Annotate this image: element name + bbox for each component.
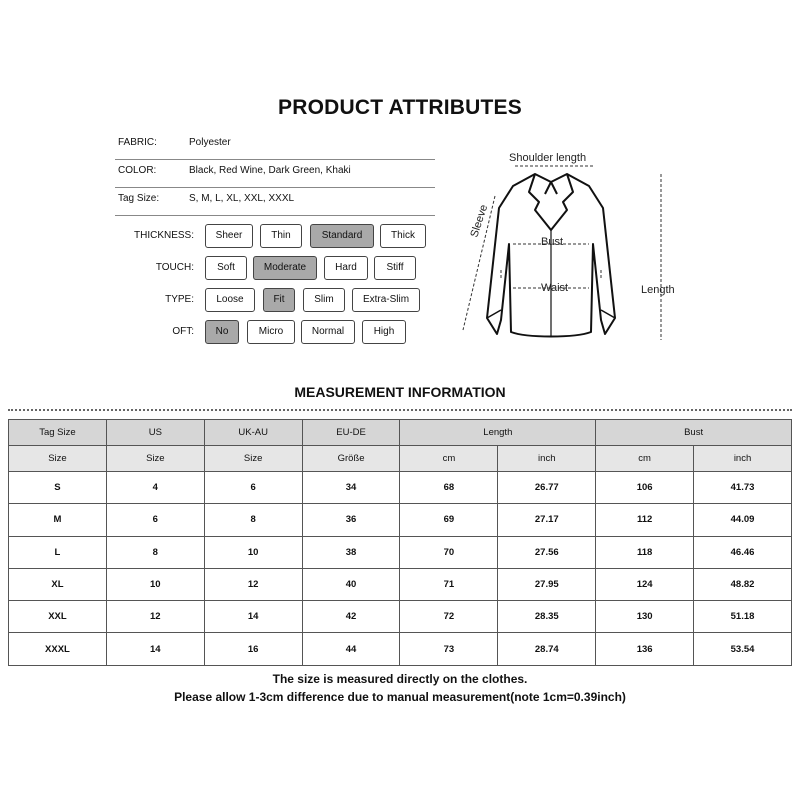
attr-label: FABRIC: (118, 137, 157, 148)
length-label: Length (641, 284, 675, 296)
table-subheader-row (9, 446, 792, 472)
header-cell: Size (204, 446, 302, 472)
table-header-row (9, 420, 792, 446)
header-cell: inch (498, 446, 596, 472)
attr-color (115, 160, 435, 188)
table-cell: 27.56 (498, 536, 596, 568)
header-cell: cm (400, 446, 498, 472)
touch-option[interactable]: Stiff (374, 256, 416, 280)
table-cell: 118 (596, 536, 694, 568)
table-cell: 71 (400, 568, 498, 600)
table-cell: 34 (302, 472, 400, 504)
attr-fabric (115, 132, 435, 160)
header-cell: EU-DE (302, 420, 400, 446)
touch-option-selected[interactable]: Moderate (253, 256, 317, 280)
garment-diagram (455, 148, 695, 348)
table-cell: 48.82 (694, 568, 792, 600)
table-cell: 42 (302, 601, 400, 633)
attr-value: S, M, L, XL, XXL, XXXL (189, 193, 295, 204)
type-label: TYPE: (165, 294, 194, 305)
attr-label: COLOR: (118, 165, 157, 176)
attr-tag-size (115, 188, 435, 216)
page-title: PRODUCT ATTRIBUTES (278, 96, 522, 119)
measurement-title: MEASUREMENT INFORMATION (294, 384, 506, 400)
type-option-selected[interactable]: Fit (263, 288, 295, 312)
measurement-table (8, 419, 792, 666)
thickness-option-selected[interactable]: Standard (310, 224, 374, 248)
table-cell: XL (9, 568, 107, 600)
table-cell: 28.74 (498, 633, 596, 665)
touch-option[interactable]: Hard (324, 256, 368, 280)
oft-label: OFT: (172, 326, 194, 337)
attr-value: Black, Red Wine, Dark Green, Khaki (189, 165, 351, 176)
table-cell: 16 (204, 633, 302, 665)
oft-option[interactable]: High (362, 320, 406, 344)
shoulder-length-label: Shoulder length (509, 152, 587, 164)
table-cell: 130 (596, 601, 694, 633)
attr-value: Polyester (189, 137, 231, 148)
note-line-1: The size is measured directly on the clothes. (272, 672, 528, 686)
table-cell: 8 (204, 504, 302, 536)
table-cell: 8 (106, 536, 204, 568)
header-cell: Size (9, 446, 107, 472)
table-cell: 44 (302, 633, 400, 665)
table-cell: 69 (400, 504, 498, 536)
table-cell: 12 (106, 601, 204, 633)
table-cell: 6 (106, 504, 204, 536)
header-cell: cm (596, 446, 694, 472)
table-cell: 4 (106, 472, 204, 504)
type-option[interactable]: Extra-Slim (352, 288, 420, 312)
table-cell: XXXL (9, 633, 107, 665)
table-cell: 10 (106, 568, 204, 600)
dotted-divider (8, 409, 792, 411)
table-cell: 44.09 (694, 504, 792, 536)
table-cell: 14 (106, 633, 204, 665)
table-cell: 28.35 (498, 601, 596, 633)
table-cell: 40 (302, 568, 400, 600)
table-cell: M (9, 504, 107, 536)
table-cell: 106 (596, 472, 694, 504)
thickness-option[interactable]: Sheer (205, 224, 253, 248)
header-cell: Größe (302, 446, 400, 472)
thickness-option[interactable]: Thin (260, 224, 302, 248)
bust-label: Bust (541, 236, 564, 248)
table-cell: 70 (400, 536, 498, 568)
table-cell: 14 (204, 601, 302, 633)
touch-label: TOUCH: (155, 262, 194, 273)
sleeve-label: Sleeve (468, 203, 491, 239)
table-cell: 53.54 (694, 633, 792, 665)
table-cell: 27.95 (498, 568, 596, 600)
type-option[interactable]: Loose (205, 288, 255, 312)
waist-label: Waist (541, 282, 569, 294)
header-cell: Length (400, 420, 596, 446)
table-cell: 73 (400, 633, 498, 665)
table-cell: 12 (204, 568, 302, 600)
table-cell: 51.18 (694, 601, 792, 633)
thickness-option[interactable]: Thick (380, 224, 426, 248)
table-row (9, 568, 792, 600)
oft-option-selected[interactable]: No (205, 320, 239, 344)
table-cell: 38 (302, 536, 400, 568)
touch-option[interactable]: Soft (205, 256, 247, 280)
header-cell: inch (694, 446, 792, 472)
table-cell: 36 (302, 504, 400, 536)
table-row (9, 601, 792, 633)
oft-option[interactable]: Micro (247, 320, 295, 344)
table-row (9, 504, 792, 536)
table-cell: XXL (9, 601, 107, 633)
table-cell: L (9, 536, 107, 568)
table-cell: 10 (204, 536, 302, 568)
table-cell: 27.17 (498, 504, 596, 536)
table-cell: 41.73 (694, 472, 792, 504)
table-cell: 136 (596, 633, 694, 665)
table-cell: 124 (596, 568, 694, 600)
table-cell: 112 (596, 504, 694, 536)
table-cell: 68 (400, 472, 498, 504)
jacket-outline-icon (487, 174, 615, 337)
header-cell: Tag Size (9, 420, 107, 446)
oft-option[interactable]: Normal (301, 320, 355, 344)
table-cell: 72 (400, 601, 498, 633)
note-line-2: Please allow 1-3cm difference due to manual measurement(note 1cm=0.39inch) (174, 690, 626, 704)
header-cell: US (106, 420, 204, 446)
table-row (9, 472, 792, 504)
attr-label: Tag Size: (118, 193, 160, 204)
header-cell: UK-AU (204, 420, 302, 446)
type-option[interactable]: Slim (303, 288, 345, 312)
table-cell: 26.77 (498, 472, 596, 504)
thickness-label: THICKNESS: (133, 230, 194, 241)
header-cell: Bust (596, 420, 792, 446)
table-row (9, 633, 792, 665)
table-cell: S (9, 472, 107, 504)
header-cell: Size (106, 446, 204, 472)
table-cell: 46.46 (694, 536, 792, 568)
table-row (9, 536, 792, 568)
table-cell: 6 (204, 472, 302, 504)
